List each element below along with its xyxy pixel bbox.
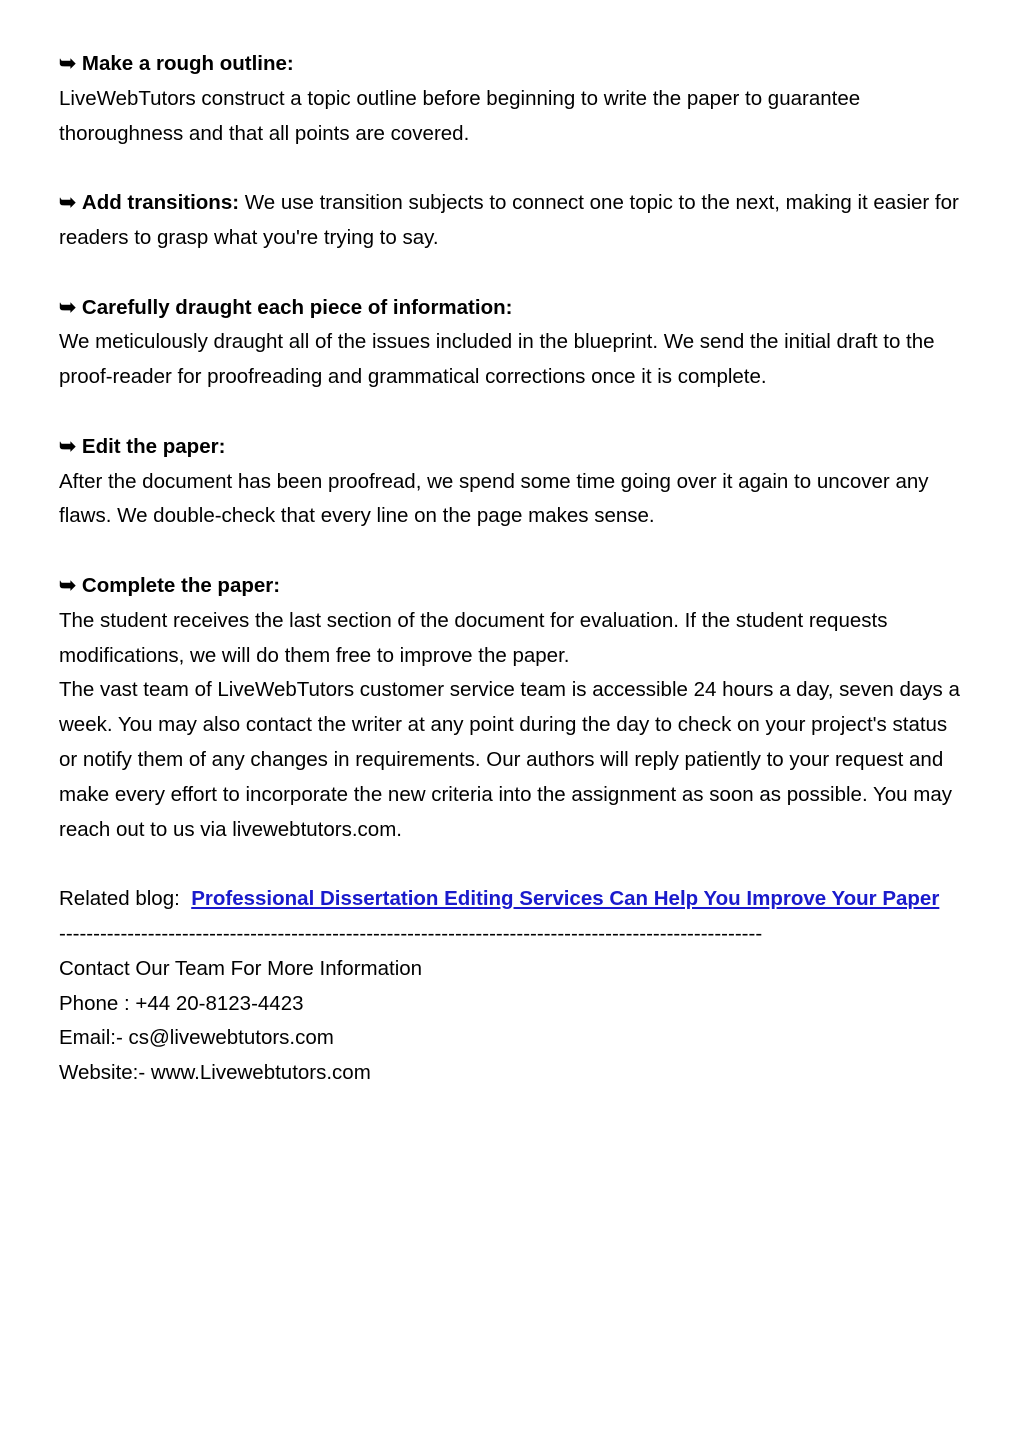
section-body: The student receives the last section of the document for evaluation. If the student requests modifications, we will do them free to improve the paper. (59, 608, 888, 667)
section-body: LiveWebTutors construct a topic outline before beginning to write the paper to guarantee thoroughness and that all points are covered. (59, 86, 861, 145)
section-edit-heading-line (59, 430, 969, 465)
section-heading: Make a rough outline: (81, 52, 294, 75)
document-page (59, 47, 969, 1091)
section-heading: Carefully draught each piece of information: (81, 295, 513, 319)
arrow-icon: ➥ (59, 295, 77, 319)
section-complete-heading-line (59, 569, 969, 604)
arrow-icon: ➥ (59, 573, 77, 597)
arrow-icon: ➥ (59, 52, 77, 75)
section-body: We use transition subjects to connect one topic to the next, making it easier for readers to grasp what you're trying to say. (59, 191, 959, 249)
section-heading: Edit the paper: (81, 434, 226, 458)
contact-title: Contact Our Team For More Information (59, 956, 423, 980)
contact-phone: Phone : +44 20-8123-4423 (59, 991, 304, 1015)
related-blog-label: Related blog: (59, 887, 180, 911)
paragraph-gap (59, 395, 969, 430)
dashed-divider: ------------------------------------------------------------------------------------------------------- (59, 921, 763, 945)
paragraph-gap (59, 151, 969, 186)
paragraph-gap (59, 847, 969, 882)
customer-service-paragraph: The vast team of LiveWebTutors customer service team is accessible 24 hours a day, seven days a week. You may also contact the writer at any point during the day to check on your project's status or notify them of any changes in requirements. Our authors will reply patiently to your request and make every effort to incorporate the new criteria into the assignment as soon as possible. You may reach out to us via livewebtutors.com. (59, 678, 960, 841)
related-blog-line (59, 882, 969, 917)
section-outline-heading-line (59, 47, 969, 82)
contact-website: Website:- www.Livewebtutors.com (59, 1061, 371, 1085)
paragraph-gap (59, 534, 969, 569)
arrow-icon: ➥ (59, 191, 77, 215)
section-body: We meticulously draught all of the issues included in the blueprint. We send the initial draft to the proof-reader for proofreading and grammatical corrections once it is complete. (59, 330, 935, 389)
related-blog-link[interactable]: Professional Dissertation Editing Services Can Help You Improve Your Paper (191, 887, 940, 911)
contact-email: Email:- cs@livewebtutors.com (59, 1026, 334, 1050)
section-body: After the document has been proofread, we spend some time going over it again to uncover any flaws. We double-check that every line on the page makes sense. (59, 469, 929, 528)
arrow-icon: ➥ (59, 434, 77, 458)
section-draught-heading-line (59, 291, 969, 326)
section-heading: Add transitions: (81, 191, 240, 215)
section-heading: Complete the paper: (81, 573, 281, 597)
paragraph-gap (59, 256, 969, 291)
section-transitions (59, 186, 969, 256)
